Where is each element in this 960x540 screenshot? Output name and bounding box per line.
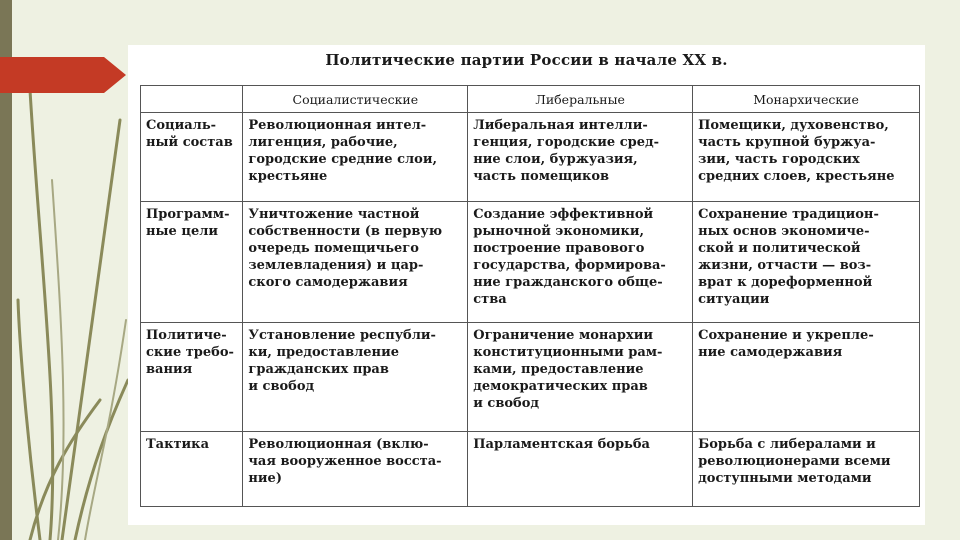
red-arrow-marker (0, 57, 104, 93)
table-cell: Борьба с либералами и революционерами всеми доступными методами (693, 432, 920, 507)
parties-table (140, 85, 920, 507)
row-label: Программ- ные цели (141, 202, 243, 323)
header-empty (141, 86, 243, 113)
document-image (128, 45, 925, 525)
table-cell: Парламентская борьба (468, 432, 693, 507)
table-cell: Помещики, духовенство, часть крупной буржуа- зии, часть городских средних слоев, крестьяне (693, 113, 920, 202)
table-row (141, 202, 920, 323)
table-row (141, 432, 920, 507)
red-arrow-tip (104, 57, 126, 93)
header-monarchist: Монархические (693, 86, 920, 113)
table-title: Политические партии России в начале XX в. (325, 51, 728, 69)
table-cell: Уничтожение частной собственности (в первую очередь помещичьего землевладения) и цар- ского самодержавия (243, 202, 468, 323)
table-header-row (141, 86, 920, 113)
table-cell: Создание эффективной рыночной экономики, построение правового государства, формирова- ние гражданского обще- ства (468, 202, 693, 323)
row-label: Социаль- ный состав (141, 113, 243, 202)
table-cell: Либеральная интелли- генция, городские сред- ние слои, буржуазия, часть помещиков (468, 113, 693, 202)
table-row (141, 113, 920, 202)
table-cell: Сохранение традицион- ных основ экономиче- ской и политической жизни, отчасти — воз- врат к дореформенной ситуации (693, 202, 920, 323)
header-socialist: Социалистические (243, 86, 468, 113)
table-cell: Революционная (вклю- чая вооруженное восста- ние) (243, 432, 468, 507)
table-cell: Сохранение и укрепле- ние самодержавия (693, 323, 920, 432)
row-label: Политиче- ские требо- вания (141, 323, 243, 432)
row-label: Тактика (141, 432, 243, 507)
table-cell: Революционная интел- лигенция, рабочие, городские средние слои, крестьяне (243, 113, 468, 202)
table-cell: Установление республи- ки, предоставление гражданских прав и свобод (243, 323, 468, 432)
header-liberal: Либеральные (468, 86, 693, 113)
table-cell: Ограничение монархии конституционными рам- ками, предоставление демократических прав и свобод (468, 323, 693, 432)
table-row (141, 323, 920, 432)
